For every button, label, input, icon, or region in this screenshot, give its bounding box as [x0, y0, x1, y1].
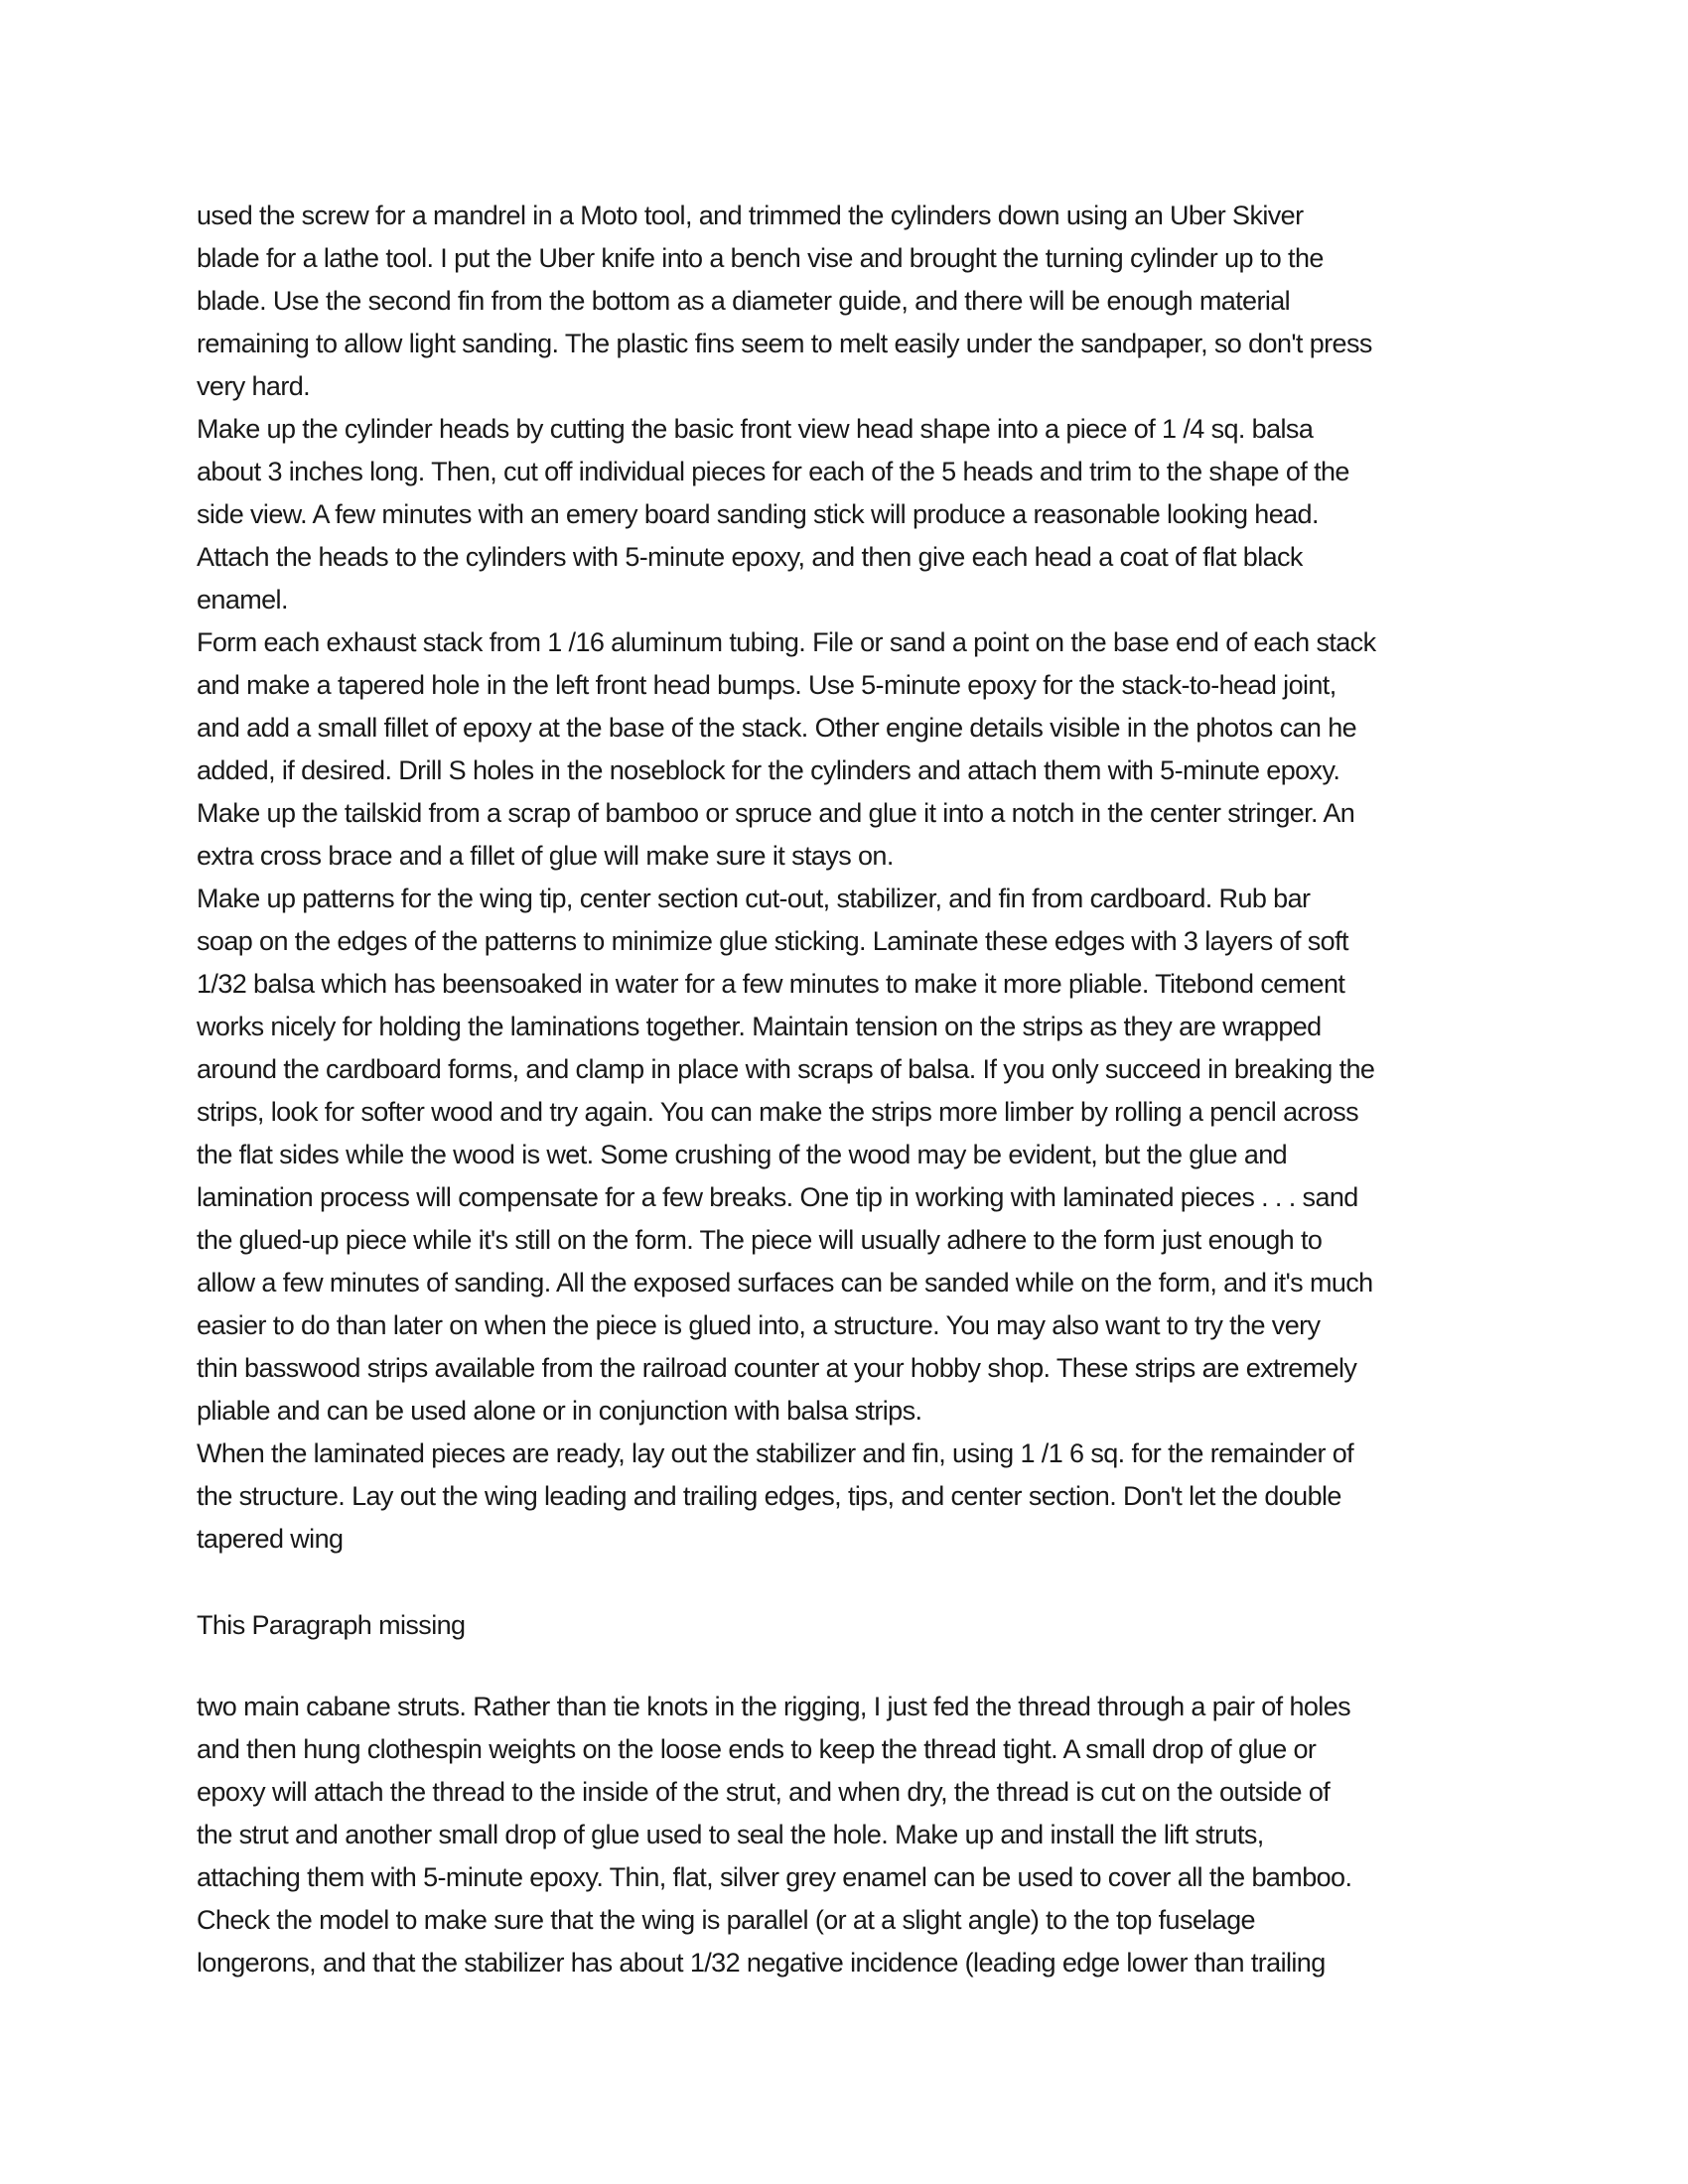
- text-line: Attach the heads to the cylinders with 5-minute epoxy, and then give each head a coat of flat black: [197, 542, 1303, 572]
- text-line: allow a few minutes of sanding. All the exposed surfaces can be sanded while on the form, and it's much: [197, 1268, 1373, 1297]
- text-line: around the cardboard forms, and clamp in place with scraps of balsa. If you only succeed in breaking the: [197, 1054, 1375, 1084]
- paragraph-exhaust-stacks: [197, 621, 1502, 878]
- paragraph-cylinder-heads: [197, 408, 1502, 621]
- text-line: Make up the cylinder heads by cutting the basic front view head shape into a piece of 1 /4 sq. balsa: [197, 414, 1314, 444]
- text-line: thin basswood strips available from the railroad counter at your hobby shop. These strips are extremely: [197, 1353, 1357, 1383]
- text-line: longerons, and that the stabilizer has about 1/32 negative incidence (leading edge lower than trailing: [197, 1948, 1326, 1978]
- text-line: about 3 inches long. Then, cut off individual pieces for each of the 5 heads and trim to the shape of the: [197, 457, 1349, 486]
- text-line: When the laminated pieces are ready, lay out the stabilizer and fin, using 1 /1 6 sq. for the remainder of: [197, 1438, 1354, 1468]
- text-line: the glued-up piece while it's still on the form. The piece will usually adhere to the form just enough to: [197, 1225, 1323, 1255]
- text-line: epoxy will attach the thread to the inside of the strut, and when dry, the thread is cut on the outside of: [197, 1777, 1331, 1807]
- text-line: Check the model to make sure that the wing is parallel (or at a slight angle) to the top fuselage: [197, 1905, 1255, 1935]
- text-line: remaining to allow light sanding. The plastic fins seem to melt easily under the sandpaper, so don't press: [197, 329, 1372, 358]
- text-line: the strut and another small drop of glue used to seal the hole. Make up and install the lift struts,: [197, 1820, 1264, 1849]
- text-line: Make up the tailskid from a scrap of bamboo or spruce and glue it into a notch in the center stringer. An: [197, 798, 1355, 828]
- text-line: lamination process will compensate for a few breaks. One tip in working with laminated pieces . . . sand: [197, 1182, 1358, 1212]
- text-column: [197, 195, 1502, 1984]
- text-line: used the screw for a mandrel in a Moto tool, and trimmed the cylinders down using an Uber Skiver: [197, 201, 1304, 230]
- text-line: and make a tapered hole in the left front head bumps. Use 5-minute epoxy for the stack-to-head joint,: [197, 670, 1336, 700]
- missing-paragraph-note: [197, 1604, 1502, 1647]
- text-line: blade for a lathe tool. I put the Uber knife into a bench vise and brought the turning cylinder up to the: [197, 243, 1324, 273]
- text-line: soap on the edges of the patterns to minimize glue sticking. Laminate these edges with 3 layers of soft: [197, 926, 1348, 956]
- text-line: the structure. Lay out the wing leading and trailing edges, tips, and center section. Don't let the double: [197, 1481, 1341, 1511]
- text-line: and add a small fillet of epoxy at the base of the stack. Other engine details visible in the photos can he: [197, 713, 1357, 743]
- text-line: blade. Use the second fin from the bottom as a diameter guide, and there will be enough material: [197, 286, 1291, 316]
- text-line: Form each exhaust stack from 1 /16 aluminum tubing. File or sand a point on the base end of each stack: [197, 627, 1376, 657]
- text-line: pliable and can be used alone or in conjunction with balsa strips.: [197, 1396, 922, 1426]
- text-line: side view. A few minutes with an emery board sanding stick will produce a reasonable looking head.: [197, 499, 1319, 529]
- text-line: 1/32 balsa which has beensoaked in water for a few minutes to make it more pliable. Titebond cement: [197, 969, 1345, 999]
- text-line: extra cross brace and a fillet of glue will make sure it stays on.: [197, 841, 894, 871]
- text-line: tapered wing: [197, 1524, 344, 1554]
- text-line: and then hung clothespin weights on the loose ends to keep the thread tight. A small drop of glue or: [197, 1734, 1317, 1764]
- text-line: enamel.: [197, 585, 288, 614]
- text-line: attaching them with 5-minute epoxy. Thin, flat, silver grey enamel can be used to cover all the bamboo.: [197, 1862, 1352, 1892]
- text-line: strips, look for softer wood and try again. You can make the strips more limber by rolling a pencil across: [197, 1097, 1358, 1127]
- text-line: the flat sides while the wood is wet. Some crushing of the wood may be evident, but the glue and: [197, 1140, 1288, 1169]
- text-line: Make up patterns for the wing tip, center section cut-out, stabilizer, and fin from cardboard. Rub bar: [197, 884, 1311, 913]
- text-line: two main cabane struts. Rather than tie knots in the rigging, I just fed the thread through a pair of holes: [197, 1692, 1351, 1721]
- paragraph-cabane-struts: [197, 1686, 1502, 1984]
- text-line: works nicely for holding the laminations together. Maintain tension on the strips as they are wrapped: [197, 1012, 1322, 1041]
- paragraph-patterns-laminations: [197, 878, 1502, 1433]
- paragraph-cylinders: [197, 195, 1502, 408]
- text-line: added, if desired. Drill S holes in the noseblock for the cylinders and attach them with 5-minute epoxy.: [197, 755, 1340, 785]
- text-line: very hard.: [197, 371, 311, 401]
- text-line: easier to do than later on when the piece is glued into, a structure. You may also want to try the very: [197, 1310, 1321, 1340]
- text-line: This Paragraph missing: [197, 1610, 466, 1640]
- paragraph-layout: [197, 1433, 1502, 1561]
